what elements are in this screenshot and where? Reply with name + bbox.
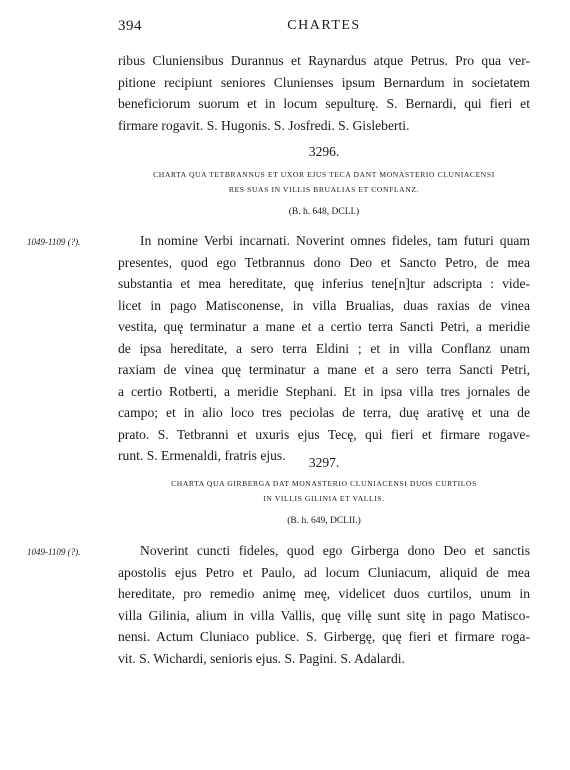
text-line: de ipsa hereditate, a sero terra Eldini ; et in villa Conflanz unam [118, 340, 530, 356]
marginal-date: 1049-1109 (?). [27, 237, 81, 247]
text-line: villa Gilinia, alium in villa Vallis, quę villę sunt sitę in pago Matisco- [118, 607, 530, 623]
text-line: ribus Cluniensibus Durannus et Raynardus atque Petrus. Pro qua ver- [118, 53, 530, 68]
charter-reference: (B. h. 648, DCLI.) [288, 207, 360, 217]
text-line: hereditate, pro remedio animę meę, videlicet duos curtilos, unum in [118, 586, 530, 601]
text-line: substantia et mea hereditate, quę inferius tene[n]tur adscripta : vide- [118, 276, 530, 291]
page-header [118, 18, 530, 38]
text-line: runt. S. Ermenaldi, fratris ejus. [118, 448, 286, 463]
text-line: vit. S. Wichardi, senioris ejus. S. Pagini. S. Adalardi. [118, 650, 405, 666]
running-title: CHARTES [287, 18, 361, 33]
text-line: apostolis ejus Petro et Paulo, ad locum Cluniacum, aliquid de mea [118, 564, 530, 580]
charter-number: 3297. [308, 455, 340, 470]
text-line: nensi. Actum Cluniaco publice. S. Girbergę, quę fieri et firmare roga- [118, 629, 530, 644]
text-line: pitione recipiunt seniores Clunienses ipsum Bernardum in societatem [118, 74, 530, 90]
text-line: beneficiorum suorum et in locum sepulturę. S. Bernardi, qui fieri et [118, 96, 530, 111]
charter-reference: (B. h. 649, DCLII.) [287, 516, 361, 526]
text-line: firmare rogavit. S. Hugonis. S. Josfredi. S. Gisleberti. [118, 117, 410, 133]
text-line: campo; et in alio loco tres peciolas de terra, duę arativę et una de [118, 405, 530, 420]
text-line: Noverint cuncti fideles, quod ego Girberga dono Deo et sanctis [140, 543, 530, 558]
title-line: CHARTA QUA TETBRANNUS ET UXOR EJUS TECA DANT MONASTERIO CLUNIACENSI [153, 170, 495, 179]
title-line: RES SUAS IN VILLIS BRUALIAS ET CONFLANZ. [228, 185, 420, 194]
charter-number: 3296. [308, 144, 340, 159]
title-line: IN VILLIS GILINIA ET VALLIS. [263, 494, 385, 503]
intro-paragraph [118, 50, 530, 136]
charter-text [118, 230, 530, 467]
charter-title [118, 476, 530, 506]
text-line: licet in pago Matisconense, in villa Brualias, duas raxias de vinea [118, 297, 530, 313]
text-line: presentes, quod ego Tetbrannus dono Deo et Sancto Petro, de mea [118, 254, 530, 270]
marginal-date: 1049-1109 (?). [27, 547, 81, 557]
page-number: 394 [118, 18, 142, 34]
charter-text [118, 540, 530, 669]
text-line: vestita, quę terminatur a mane et a certio terra Sancti Petri, a meridie [118, 319, 530, 334]
text-line: In nomine Verbi incarnati. Noverint omnes fideles, tam futuri quam [140, 233, 530, 248]
text-line: raxiam de vinea quę terminatur a mane et a sero terra Sancti Petri, [118, 362, 530, 377]
charter-title [118, 167, 530, 197]
text-line: a certio Rotberti, a meridie Stephani. Et in ipsa villa tres jornales de [118, 383, 530, 399]
text-line: prato. S. Tetbranni et uxuris ejus Tecę, qui fieri et firmare rogave- [118, 426, 530, 442]
title-line: CHARTA QUA GIRBERGA DAT MONASTERIO CLUNIACENSI DUOS CURTILOS [171, 479, 477, 488]
